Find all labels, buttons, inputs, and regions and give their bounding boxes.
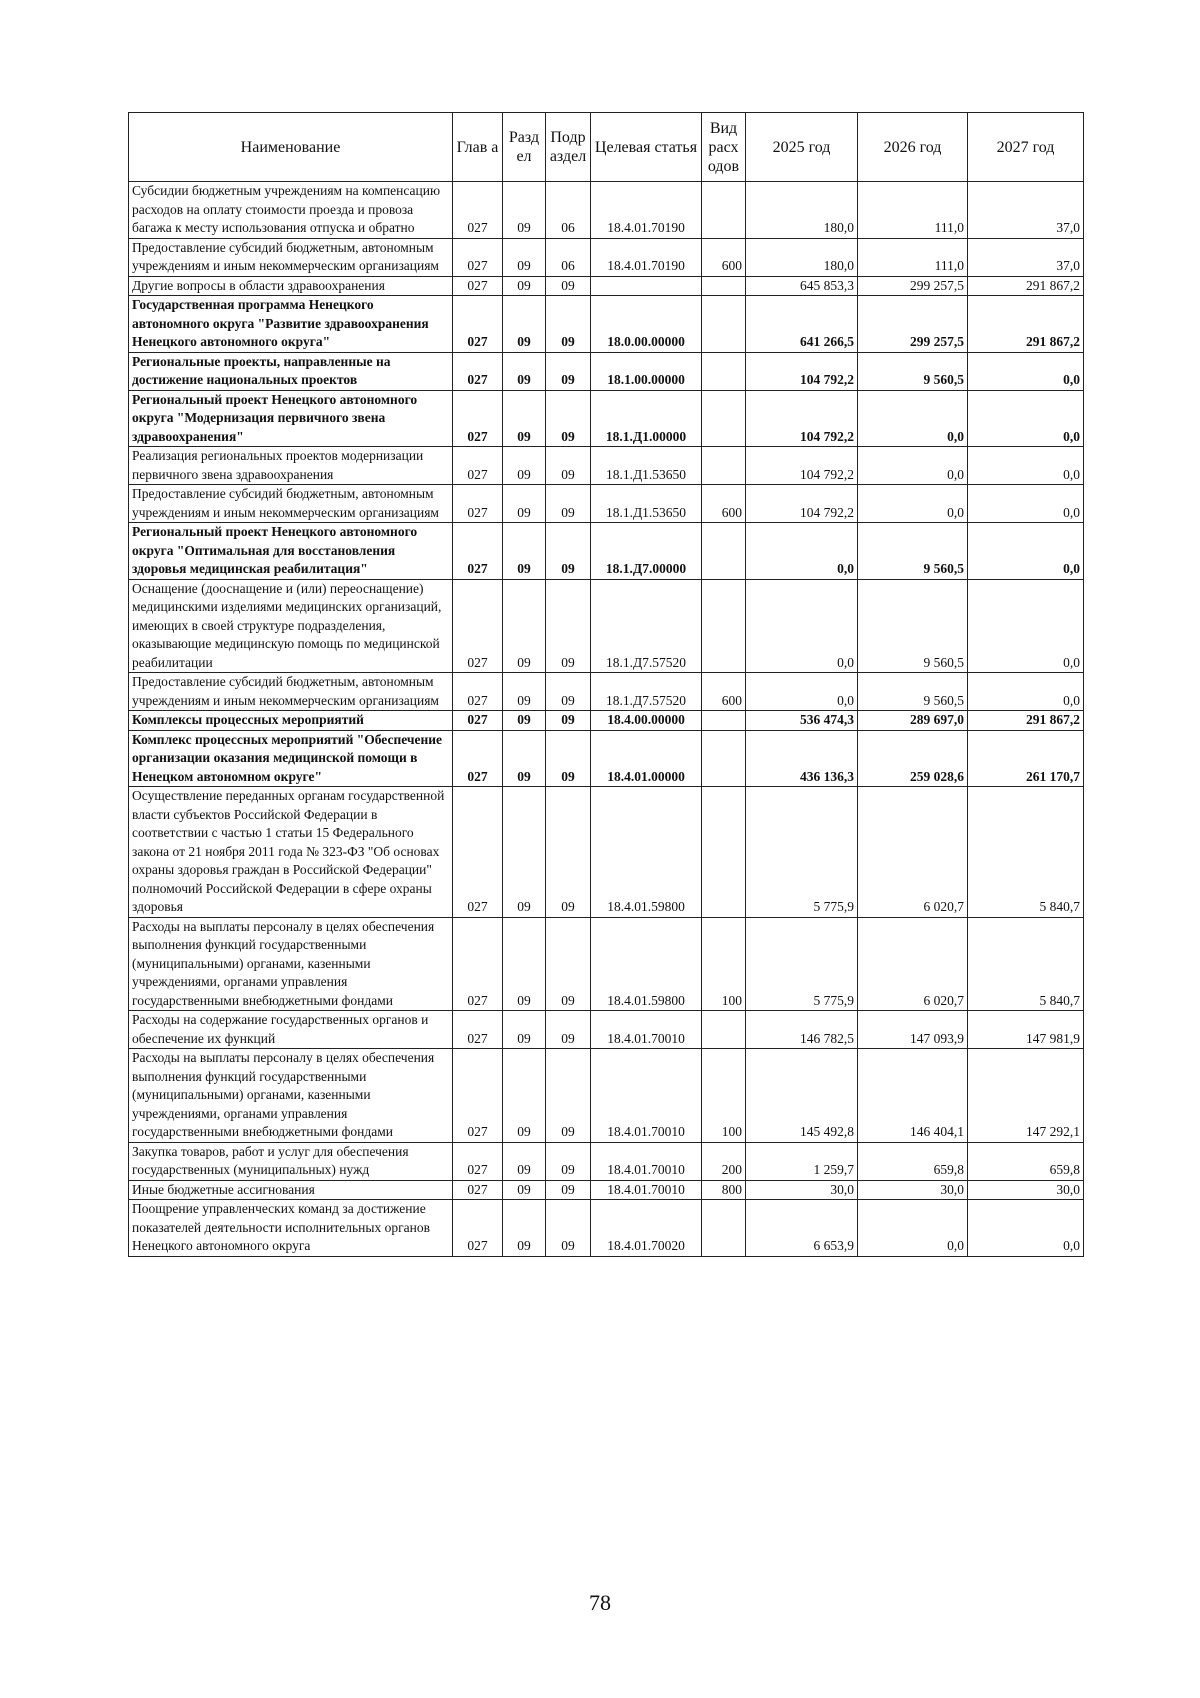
- cell-2026: 0,0: [858, 447, 968, 485]
- cell-razdel: 09: [503, 579, 546, 673]
- cell-glava: 027: [453, 1049, 503, 1143]
- cell-target-article: 18.4.01.59800: [591, 917, 702, 1011]
- cell-expense-type: [702, 296, 746, 353]
- cell-2025: 436 136,3: [746, 730, 858, 787]
- cell-razdel: 09: [503, 182, 546, 239]
- cell-glava: 027: [453, 673, 503, 711]
- cell-glava: 027: [453, 787, 503, 918]
- cell-razdel: 09: [503, 296, 546, 353]
- cell-podrazdel: 09: [546, 447, 591, 485]
- cell-glava: 027: [453, 296, 503, 353]
- cell-expense-type: [702, 1200, 746, 1257]
- cell-target-article: 18.4.00.00000: [591, 711, 702, 731]
- budget-table: [128, 112, 1084, 1257]
- cell-name: Расходы на выплаты персоналу в целях обеспечения выполнения функций государственными (муниципальными) органами, казенными учреждениями, органами управления государственными внебюджетными фондами: [129, 917, 453, 1011]
- cell-2025: 6 653,9: [746, 1200, 858, 1257]
- cell-glava: 027: [453, 276, 503, 296]
- table-body: [129, 182, 1084, 1257]
- cell-2026: 0,0: [858, 1200, 968, 1257]
- cell-razdel: 09: [503, 276, 546, 296]
- cell-expense-type: 100: [702, 1049, 746, 1143]
- header-name: Наименование: [129, 113, 453, 182]
- cell-target-article: 18.4.01.70010: [591, 1011, 702, 1049]
- cell-name: Расходы на содержание государственных органов и обеспечение их функций: [129, 1011, 453, 1049]
- cell-razdel: 09: [503, 1049, 546, 1143]
- cell-name: Закупка товаров, работ и услуг для обеспечения государственных (муниципальных) нужд: [129, 1142, 453, 1180]
- table-row: [129, 1142, 1084, 1180]
- cell-2025: 0,0: [746, 579, 858, 673]
- cell-2027: 37,0: [968, 182, 1084, 239]
- cell-expense-type: 200: [702, 1142, 746, 1180]
- cell-podrazdel: 09: [546, 730, 591, 787]
- cell-name: Региональный проект Ненецкого автономного округа "Оптимальная для восстановления здоровья медицинская реабилитация": [129, 523, 453, 580]
- header-glava: Глав а: [453, 113, 503, 182]
- cell-2026: 659,8: [858, 1142, 968, 1180]
- cell-glava: 027: [453, 1180, 503, 1200]
- cell-podrazdel: 09: [546, 352, 591, 390]
- cell-2026: 111,0: [858, 182, 968, 239]
- cell-2025: 104 792,2: [746, 447, 858, 485]
- cell-glava: 027: [453, 447, 503, 485]
- cell-expense-type: 600: [702, 485, 746, 523]
- cell-2025: 30,0: [746, 1180, 858, 1200]
- cell-target-article: 18.4.01.70010: [591, 1142, 702, 1180]
- table-row: [129, 182, 1084, 239]
- cell-2025: 641 266,5: [746, 296, 858, 353]
- cell-2025: 536 474,3: [746, 711, 858, 731]
- cell-2026: 9 560,5: [858, 523, 968, 580]
- cell-target-article: 18.1.Д1.53650: [591, 485, 702, 523]
- cell-name: Осуществление переданных органам государственной власти субъектов Российской Федерации в соответствии с частью 1 статьи 15 Федерального закона от 21 ноября 2011 года № 323-ФЗ "Об основах охраны здоровья граждан в Российской Федерации" полномочий Российской Федерации в сфере охраны здоровья: [129, 787, 453, 918]
- cell-2026: 0,0: [858, 485, 968, 523]
- cell-target-article: 18.4.01.70020: [591, 1200, 702, 1257]
- cell-podrazdel: 09: [546, 711, 591, 731]
- cell-2025: 180,0: [746, 182, 858, 239]
- cell-podrazdel: 09: [546, 673, 591, 711]
- cell-name: Комплексы процессных мероприятий: [129, 711, 453, 731]
- cell-2025: 104 792,2: [746, 485, 858, 523]
- cell-glava: 027: [453, 730, 503, 787]
- table-row: [129, 238, 1084, 276]
- cell-razdel: 09: [503, 1011, 546, 1049]
- cell-razdel: 09: [503, 673, 546, 711]
- header-expense-type: Вид расх одов: [702, 113, 746, 182]
- cell-2026: 9 560,5: [858, 579, 968, 673]
- cell-target-article: 18.1.Д1.00000: [591, 390, 702, 447]
- cell-2026: 0,0: [858, 390, 968, 447]
- cell-expense-type: 600: [702, 238, 746, 276]
- cell-name: Государственная программа Ненецкого автономного округа "Развитие здравоохранения Ненецкого автономного округа": [129, 296, 453, 353]
- cell-glava: 027: [453, 485, 503, 523]
- cell-name: Другие вопросы в области здравоохранения: [129, 276, 453, 296]
- cell-podrazdel: 06: [546, 182, 591, 239]
- cell-2025: 104 792,2: [746, 390, 858, 447]
- cell-name: Региональные проекты, направленные на достижение национальных проектов: [129, 352, 453, 390]
- cell-2026: 111,0: [858, 238, 968, 276]
- cell-2025: 0,0: [746, 523, 858, 580]
- cell-2026: 299 257,5: [858, 276, 968, 296]
- table-row: [129, 296, 1084, 353]
- cell-2027: 0,0: [968, 579, 1084, 673]
- cell-2027: 0,0: [968, 1200, 1084, 1257]
- cell-expense-type: 600: [702, 673, 746, 711]
- table-row: [129, 1200, 1084, 1257]
- table-row: [129, 390, 1084, 447]
- table-row: [129, 673, 1084, 711]
- cell-target-article: [591, 276, 702, 296]
- cell-2027: 0,0: [968, 673, 1084, 711]
- cell-razdel: 09: [503, 730, 546, 787]
- cell-glava: 027: [453, 182, 503, 239]
- cell-glava: 027: [453, 579, 503, 673]
- cell-expense-type: [702, 182, 746, 239]
- cell-target-article: 18.4.01.70190: [591, 238, 702, 276]
- cell-razdel: 09: [503, 523, 546, 580]
- cell-razdel: 09: [503, 390, 546, 447]
- cell-2026: 299 257,5: [858, 296, 968, 353]
- cell-2027: 5 840,7: [968, 787, 1084, 918]
- cell-expense-type: 800: [702, 1180, 746, 1200]
- cell-expense-type: [702, 352, 746, 390]
- cell-target-article: 18.4.01.70010: [591, 1180, 702, 1200]
- cell-razdel: 09: [503, 352, 546, 390]
- cell-2027: 291 867,2: [968, 276, 1084, 296]
- cell-podrazdel: 09: [546, 1142, 591, 1180]
- cell-glava: 027: [453, 390, 503, 447]
- cell-target-article: 18.1.00.00000: [591, 352, 702, 390]
- table-row: [129, 485, 1084, 523]
- cell-2025: 146 782,5: [746, 1011, 858, 1049]
- cell-2026: 6 020,7: [858, 917, 968, 1011]
- header-target-article: Целевая статья: [591, 113, 702, 182]
- cell-2027: 659,8: [968, 1142, 1084, 1180]
- cell-2027: 291 867,2: [968, 296, 1084, 353]
- cell-glava: 027: [453, 1011, 503, 1049]
- cell-2025: 5 775,9: [746, 787, 858, 918]
- cell-expense-type: [702, 579, 746, 673]
- cell-glava: 027: [453, 917, 503, 1011]
- cell-2027: 0,0: [968, 485, 1084, 523]
- table-row: [129, 579, 1084, 673]
- cell-2027: 5 840,7: [968, 917, 1084, 1011]
- cell-2025: 645 853,3: [746, 276, 858, 296]
- cell-name: Субсидии бюджетным учреждениям на компенсацию расходов на оплату стоимости проезда и провоза багажа к месту использования отпуска и обратно: [129, 182, 453, 239]
- cell-2025: 145 492,8: [746, 1049, 858, 1143]
- cell-podrazdel: 09: [546, 1200, 591, 1257]
- cell-podrazdel: 09: [546, 485, 591, 523]
- table-row: [129, 1180, 1084, 1200]
- cell-expense-type: [702, 1011, 746, 1049]
- table-row: [129, 523, 1084, 580]
- cell-razdel: 09: [503, 1142, 546, 1180]
- table-row: [129, 917, 1084, 1011]
- cell-2027: 30,0: [968, 1180, 1084, 1200]
- cell-2027: 37,0: [968, 238, 1084, 276]
- cell-name: Предоставление субсидий бюджетным, автономным учреждениям и иным некоммерческим организациям: [129, 673, 453, 711]
- table-row: [129, 1049, 1084, 1143]
- cell-expense-type: [702, 447, 746, 485]
- cell-expense-type: [702, 730, 746, 787]
- cell-podrazdel: 09: [546, 579, 591, 673]
- cell-name: Расходы на выплаты персоналу в целях обеспечения выполнения функций государственными (муниципальными) органами, казенными учреждениями, органами управления государственными внебюджетными фондами: [129, 1049, 453, 1143]
- cell-podrazdel: 09: [546, 1049, 591, 1143]
- cell-podrazdel: 09: [546, 523, 591, 580]
- cell-podrazdel: 09: [546, 1011, 591, 1049]
- cell-glava: 027: [453, 1142, 503, 1180]
- cell-glava: 027: [453, 1200, 503, 1257]
- cell-name: Поощрение управленческих команд за достижение показателей деятельности исполнительных органов Ненецкого автономного округа: [129, 1200, 453, 1257]
- cell-glava: 027: [453, 523, 503, 580]
- cell-2026: 9 560,5: [858, 673, 968, 711]
- cell-target-article: 18.4.01.00000: [591, 730, 702, 787]
- cell-target-article: 18.1.Д7.00000: [591, 523, 702, 580]
- cell-2026: 259 028,6: [858, 730, 968, 787]
- table-row: [129, 447, 1084, 485]
- cell-name: Региональный проект Ненецкого автономного округа "Модернизация первичного звена здравоохранения": [129, 390, 453, 447]
- cell-razdel: 09: [503, 485, 546, 523]
- cell-razdel: 09: [503, 238, 546, 276]
- cell-podrazdel: 09: [546, 390, 591, 447]
- cell-2027: 291 867,2: [968, 711, 1084, 731]
- cell-expense-type: [702, 711, 746, 731]
- cell-razdel: 09: [503, 1180, 546, 1200]
- cell-2025: 180,0: [746, 238, 858, 276]
- cell-razdel: 09: [503, 787, 546, 918]
- cell-name: Иные бюджетные ассигнования: [129, 1180, 453, 1200]
- cell-glava: 027: [453, 238, 503, 276]
- cell-target-article: 18.0.00.00000: [591, 296, 702, 353]
- cell-name: Реализация региональных проектов модернизации первичного звена здравоохранения: [129, 447, 453, 485]
- cell-2025: 1 259,7: [746, 1142, 858, 1180]
- cell-2026: 6 020,7: [858, 787, 968, 918]
- cell-2025: 0,0: [746, 673, 858, 711]
- cell-glava: 027: [453, 352, 503, 390]
- cell-2027: 0,0: [968, 447, 1084, 485]
- cell-2026: 9 560,5: [858, 352, 968, 390]
- table-row: [129, 276, 1084, 296]
- header-2027: 2027 год: [968, 113, 1084, 182]
- table-row: [129, 730, 1084, 787]
- cell-2025: 5 775,9: [746, 917, 858, 1011]
- cell-podrazdel: 09: [546, 296, 591, 353]
- cell-target-article: 18.4.01.70010: [591, 1049, 702, 1143]
- cell-expense-type: [702, 523, 746, 580]
- table-row: [129, 787, 1084, 918]
- cell-2027: 147 292,1: [968, 1049, 1084, 1143]
- cell-2027: 261 170,7: [968, 730, 1084, 787]
- cell-glava: 027: [453, 711, 503, 731]
- cell-razdel: 09: [503, 1200, 546, 1257]
- header-2026: 2026 год: [858, 113, 968, 182]
- cell-razdel: 09: [503, 917, 546, 1011]
- header-podrazdel: Подр аздел: [546, 113, 591, 182]
- cell-expense-type: [702, 390, 746, 447]
- table-header-row: [129, 113, 1084, 182]
- cell-target-article: 18.1.Д1.53650: [591, 447, 702, 485]
- cell-2026: 147 093,9: [858, 1011, 968, 1049]
- header-razdel: Разд ел: [503, 113, 546, 182]
- cell-razdel: 09: [503, 447, 546, 485]
- cell-2027: 0,0: [968, 390, 1084, 447]
- cell-name: Предоставление субсидий бюджетным, автономным учреждениям и иным некоммерческим организациям: [129, 485, 453, 523]
- page-number: 78: [589, 1590, 611, 1615]
- cell-target-article: 18.1.Д7.57520: [591, 579, 702, 673]
- cell-2027: 147 981,9: [968, 1011, 1084, 1049]
- cell-name: Комплекс процессных мероприятий "Обеспечение организации оказания медицинской помощи в Ненецком автономном округе": [129, 730, 453, 787]
- cell-podrazdel: 09: [546, 917, 591, 1011]
- cell-expense-type: [702, 276, 746, 296]
- cell-podrazdel: 09: [546, 787, 591, 918]
- cell-2025: 104 792,2: [746, 352, 858, 390]
- cell-2026: 146 404,1: [858, 1049, 968, 1143]
- cell-target-article: 18.4.01.70190: [591, 182, 702, 239]
- table-row: [129, 1011, 1084, 1049]
- table-row: [129, 352, 1084, 390]
- cell-name: Предоставление субсидий бюджетным, автономным учреждениям и иным некоммерческим организациям: [129, 238, 453, 276]
- table-row: [129, 711, 1084, 731]
- cell-podrazdel: 09: [546, 1180, 591, 1200]
- cell-2026: 30,0: [858, 1180, 968, 1200]
- cell-expense-type: 100: [702, 917, 746, 1011]
- cell-razdel: 09: [503, 711, 546, 731]
- cell-target-article: 18.4.01.59800: [591, 787, 702, 918]
- cell-2026: 289 697,0: [858, 711, 968, 731]
- cell-podrazdel: 09: [546, 276, 591, 296]
- cell-2027: 0,0: [968, 523, 1084, 580]
- header-2025: 2025 год: [746, 113, 858, 182]
- cell-target-article: 18.1.Д7.57520: [591, 673, 702, 711]
- cell-2027: 0,0: [968, 352, 1084, 390]
- cell-expense-type: [702, 787, 746, 918]
- cell-podrazdel: 06: [546, 238, 591, 276]
- cell-name: Оснащение (дооснащение и (или) переоснащение) медицинскими изделиями медицинских организаций, имеющих в своей структуре подразделения, оказывающие медицинскую помощь по медицинской реабилитации: [129, 579, 453, 673]
